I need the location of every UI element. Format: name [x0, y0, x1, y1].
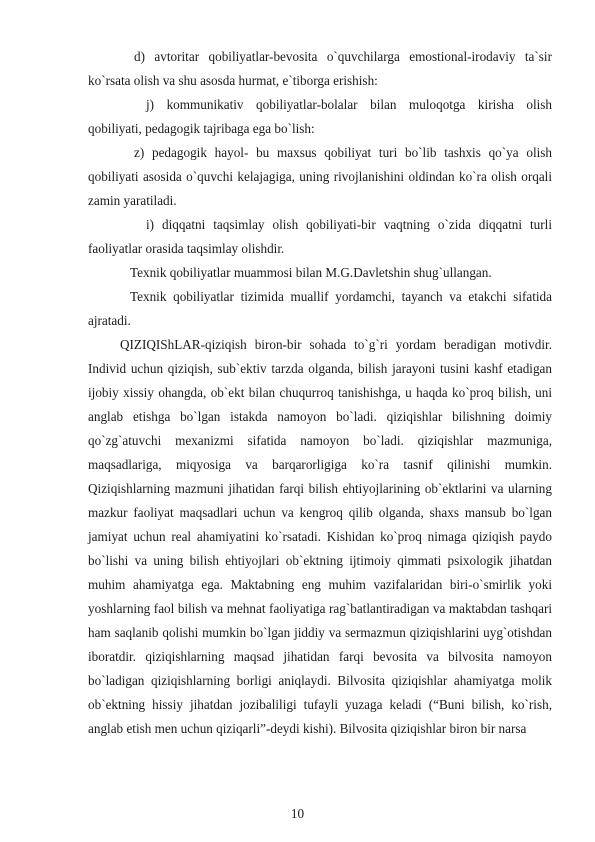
paragraph-pedagogik-hayol: z) pedagogik hayol- bu maxsus qobiliyat turi bo`lib tashxis qo`ya olish qobiliyati asosida o`quvchi kelajagiga, uning rivojlanishini oldindan ko`ra olish orqali zamin yaratiladi. — [88, 145, 552, 208]
page-number: 10 — [290, 806, 305, 821]
document-page — [88, 45, 552, 741]
paragraph-texnik-muammo: Texnik qobiliyatlar muammosi bilan M.G.Davletshin shug`ullangan. — [130, 265, 492, 280]
paragraph-diqqat: i) diqqatni taqsimlay olish qobiliyati-bir vaqtning o`zida diqqatni turli faoliyatlar orasida taqsimlay olishdir. — [88, 217, 552, 256]
paragraph-kommunikativ: j) kommunikativ qobiliyatlar-bolalar bilan muloqotga kirisha olish qobiliyati, pedagogik tajribaga ega bo`lish: — [88, 97, 552, 136]
paragraph-texnik-tizim: Texnik qobiliyatlar tizimida muallif yordamchi, tayanch va etakchi sifatida ajratadi. — [88, 289, 552, 328]
paragraph-qiziqishlar: QIZIQIShLAR-qiziqish biron-bir sohada to`g`ri yordam beradigan motivdir. Individ uchun qiziqish, sub`ektiv tarzda olganda, bilish jarayoni tusini kashf etadigan ijobiy xissiy ohangda, ob`ekt bilan chuqurroq tanishishga, u haqda ko`proq bilish, uni anglab etishga bo`lgan istakda namoyon bo`ladi. qiziqishlar bilishning doimiy qo`zg`atuvchi mexanizmi sifatida namoyon bo`ladi. qiziqishlar mazmuniga, maqsadlariga, miqyosiga va barqarorligiga ko`ra tasnif qilinishi mumkin. Qiziqishlarning mazmuni jihatidan farqi bilish ehtiyojlarining ob`ektlarini va ularning mazkur faoliyat maqsadlari uchun va kengroq qilib olganda, shaxs mansub bo`lgan jamiyat uchun real ahamiyatini ko`rsatadi. Kishidan ko`proq nimaga qiziqish paydo bo`lishi va uning bilish ehtiyojlari ob`ektning ijtimoiy qimmati psixologik jihatdan muhim ahamiyatga ega. Maktabning eng muhim vazifalaridan biri-o`smirlik yoki yoshlarning faol bilish va mehnat faoliyatiga rag`batlantiradigan va maktabdan tashqari ham saqlanib qolishi mumkin bo`lgan jiddiy va sermazmun qiziqishlarini uyg`otishdan iboratdir. qiziqishlarning maqsad jihatidan farqi bevosita va bilvosita namoyon bo`ladigan qiziqishlarning borligi aniqlaydi. Bilvosita qiziqishlar ahamiyatga molik ob`ektning hissiy jihatdan jozibaliligi tufayli yuzaga keladi (“Buni bilish, ko`rish, anglab etish men uchun qiziqarli”-deydi kishi). Bilvosita qiziqishlar biron bir narsa — [88, 337, 552, 736]
paragraph-avtoritar: d) avtoritar qobiliyatlar-bevosita o`quvchilarga emostional-irodaviy ta`sir ko`rsata olish va shu asosda hurmat, e`tiborga erishish: — [88, 49, 552, 88]
